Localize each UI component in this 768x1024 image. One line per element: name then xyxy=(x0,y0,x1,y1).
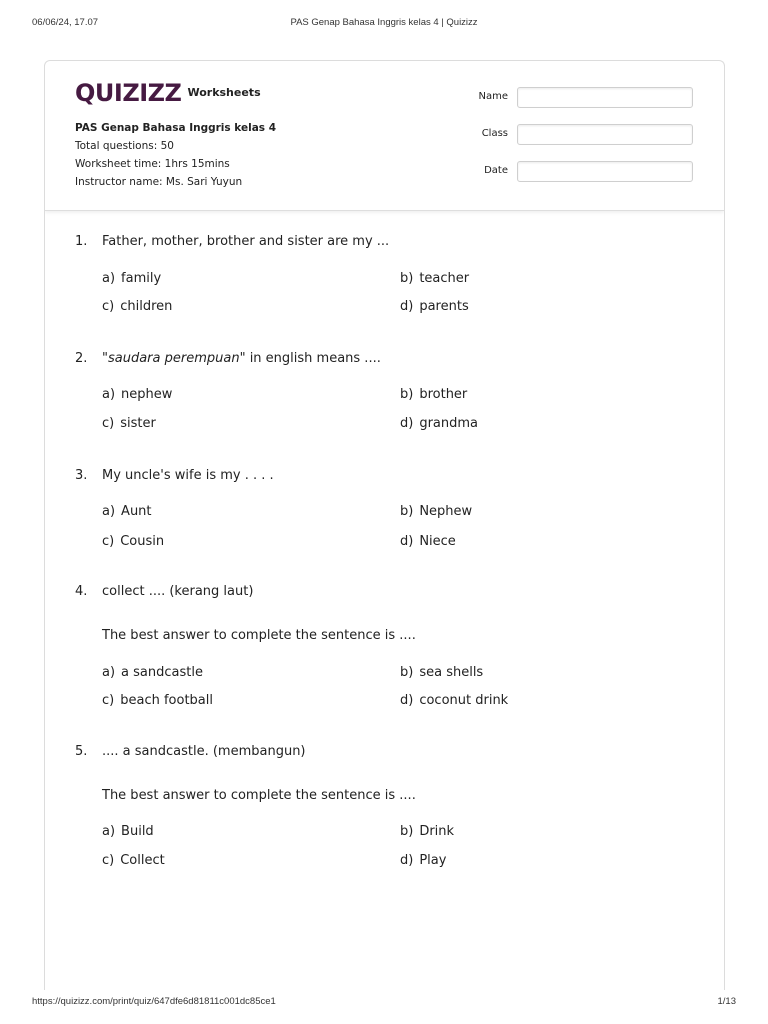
option-d: d) grandma xyxy=(400,416,479,431)
instructor-name: Instructor name: Ms. Sari Yuyun xyxy=(75,176,243,188)
option-a: a) Aunt xyxy=(102,504,152,519)
total-questions: Total questions: 50 xyxy=(75,140,174,152)
question-instruction: The best answer to complete the sentence is .... xyxy=(102,788,416,803)
question-text: "saudara perempuan" in english means .... xyxy=(102,351,381,366)
brand xyxy=(75,79,261,107)
worksheet-title: PAS Genap Bahasa Inggris kelas 4 xyxy=(75,122,277,134)
print-datetime: 06/06/24, 17.07 xyxy=(32,17,99,28)
print-header xyxy=(32,17,736,29)
option-c: c) Collect xyxy=(102,853,165,868)
option-c: c) beach football xyxy=(102,693,213,708)
print-footer xyxy=(32,996,736,1008)
quizizz-logo: QUIZIZZ xyxy=(75,79,182,107)
worksheets-label: Worksheets xyxy=(187,86,261,99)
option-b: b) brother xyxy=(400,387,468,402)
option-d: d) coconut drink xyxy=(400,693,509,708)
option-b: b) Nephew xyxy=(400,504,473,519)
question-number: 1. xyxy=(75,234,88,249)
option-d: d) Play xyxy=(400,853,447,868)
worksheet-info xyxy=(75,119,276,191)
print-page-number: 1/13 xyxy=(717,996,736,1007)
date-label: Date xyxy=(484,165,508,176)
option-b: b) teacher xyxy=(400,271,470,286)
class-label: Class xyxy=(481,128,508,139)
option-d: d) parents xyxy=(400,299,469,314)
question-number: 4. xyxy=(75,584,88,599)
question-text: Father, mother, brother and sister are my ... xyxy=(102,234,390,249)
worksheet-sheet xyxy=(44,60,725,990)
worksheet-time: Worksheet time: 1hrs 15mins xyxy=(75,158,230,170)
question-text: My uncle's wife is my . . . . xyxy=(102,468,274,483)
question-text: .... a sandcastle. (membangun) xyxy=(102,744,306,759)
question-number: 5. xyxy=(75,744,88,759)
worksheet-header xyxy=(45,61,724,211)
option-a: a) Build xyxy=(102,824,154,839)
option-a: a) family xyxy=(102,271,162,286)
class-field[interactable] xyxy=(517,124,693,145)
option-b: b) Drink xyxy=(400,824,455,839)
option-c: c) sister xyxy=(102,416,156,431)
question-instruction: The best answer to complete the sentence is .... xyxy=(102,628,416,643)
name-label: Name xyxy=(478,91,508,102)
option-a: a) a sandcastle xyxy=(102,665,203,680)
question-number: 3. xyxy=(75,468,88,483)
option-b: b) sea shells xyxy=(400,665,484,680)
name-field[interactable] xyxy=(517,87,693,108)
date-field[interactable] xyxy=(517,161,693,182)
option-a: a) nephew xyxy=(102,387,173,402)
option-d: d) Niece xyxy=(400,534,456,549)
question-text: collect .... (kerang laut) xyxy=(102,584,254,599)
option-c: c) children xyxy=(102,299,173,314)
print-url: https://quizizz.com/print/quiz/647dfe6d81811c001dc85ce1 xyxy=(32,996,276,1007)
print-page-title: PAS Genap Bahasa Inggris kelas 4 | Quizizz xyxy=(290,17,478,28)
question-number: 2. xyxy=(75,351,88,366)
option-c: c) Cousin xyxy=(102,534,165,549)
